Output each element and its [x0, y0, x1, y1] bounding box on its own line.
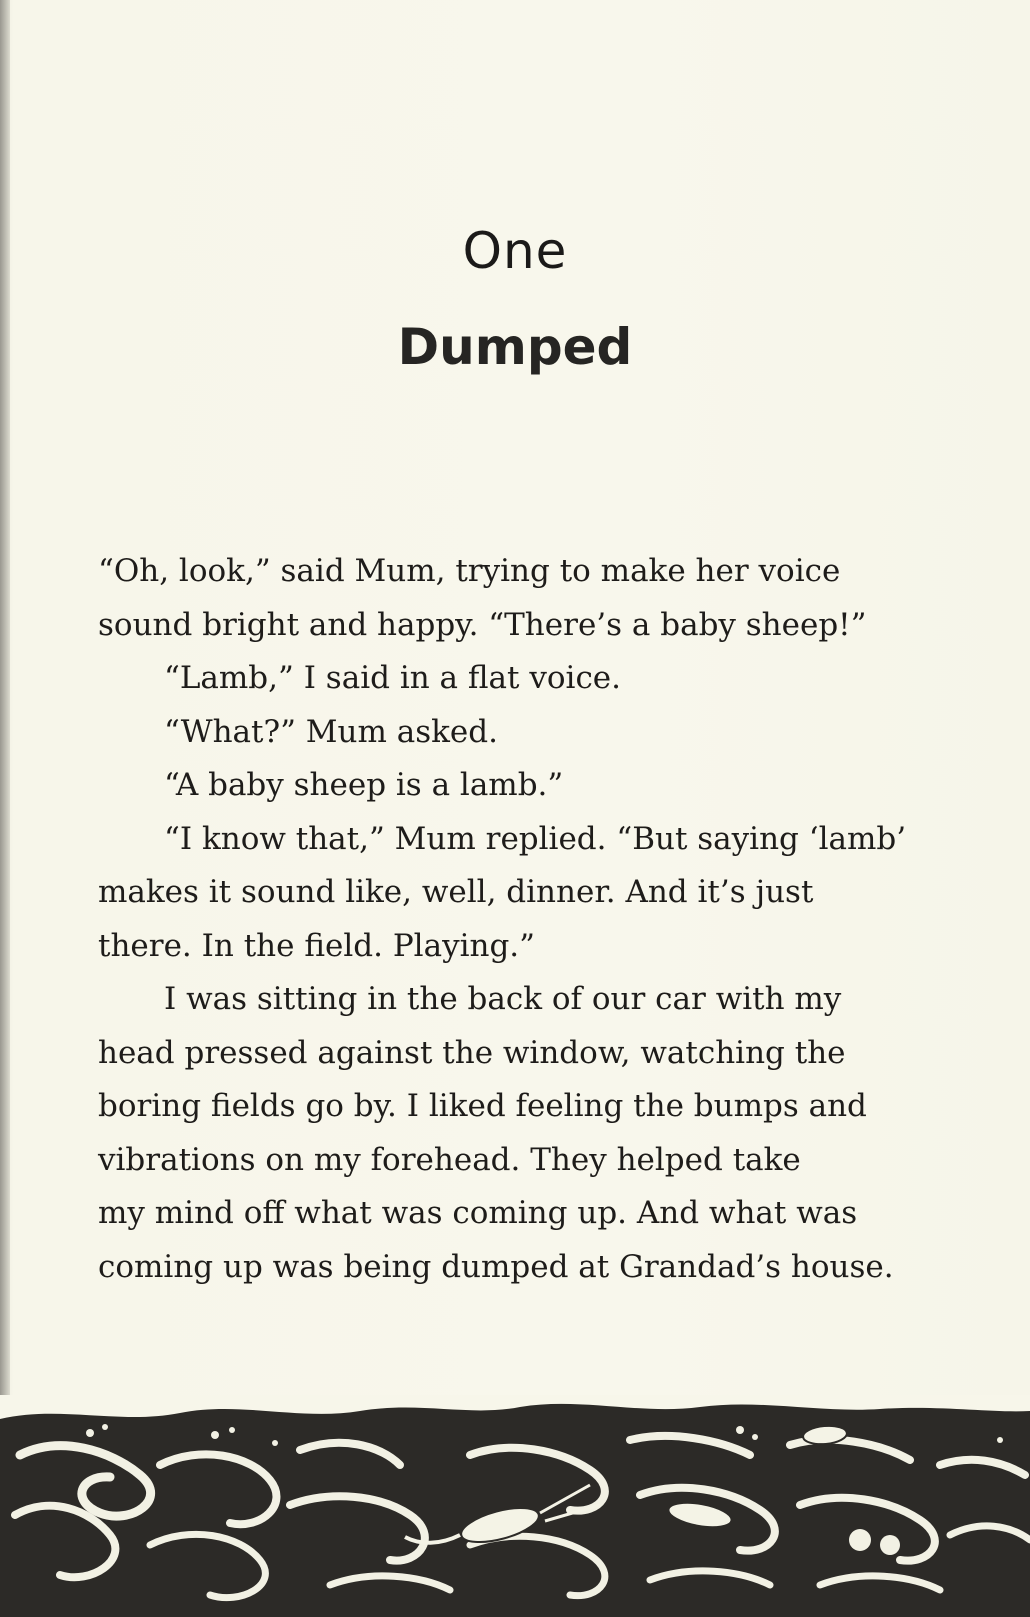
text-line: “Oh, look,” said Mum, trying to make her voice [98, 553, 841, 589]
water-illustration-border [0, 1395, 1030, 1617]
text-line: “What?” Mum asked. [164, 713, 498, 750]
text-line: makes it sound like, well, dinner. And it’s just [98, 874, 814, 910]
text-line: sound bright and happy. “There’s a baby sheep!” [98, 606, 867, 643]
text-line: I was sitting in the back of our car with my [164, 981, 842, 1017]
chapter-number: One [462, 222, 568, 280]
text-line: “Lamb,” I said in a flat voice. [164, 660, 622, 696]
chapter-body-text [98, 545, 978, 1294]
text-line: coming up was being dumped at Grandad’s house. [98, 1248, 894, 1285]
text-line: “A baby sheep is a lamb.” [164, 767, 564, 803]
text-line: vibrations on my forehead. They helped take [98, 1141, 801, 1178]
text-line: head pressed against the window, watching the [98, 1034, 846, 1071]
text-line: “I know that,” Mum replied. “But saying ‘lamb’ [164, 820, 907, 857]
text-line: my mind off what was coming up. And what was [98, 1195, 858, 1231]
chapter-title: Dumped [397, 318, 633, 376]
text-line: there. In the field. Playing.” [98, 927, 536, 964]
text-line: boring fields go by. I liked feeling the bumps and [98, 1088, 867, 1124]
